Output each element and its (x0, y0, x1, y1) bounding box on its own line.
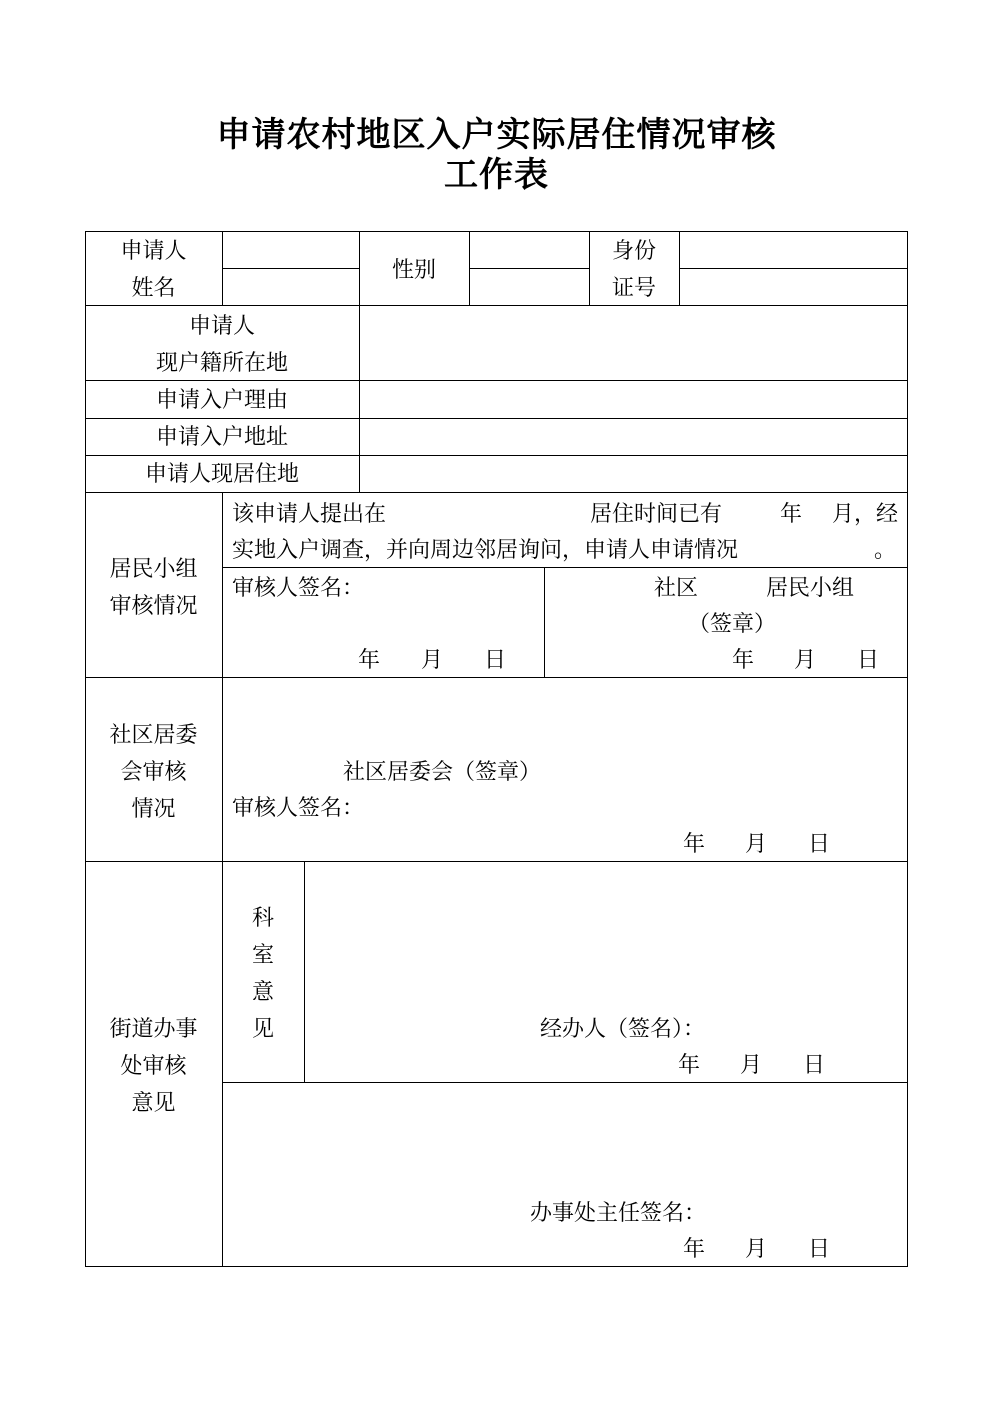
divider (544, 567, 545, 677)
label-line: 身份 (611, 239, 656, 264)
label-line: 街道办事 (109, 1017, 198, 1042)
group-reviewer-signature-field[interactable] (370, 570, 540, 606)
entry-address-field[interactable] (360, 419, 907, 455)
applicant-name-label (85, 233, 222, 307)
resident-group-label: 居民小组 (766, 576, 855, 601)
group-statement-part-a: 该申请人提出在 (232, 502, 387, 527)
group-statement-end: 。 (874, 538, 897, 563)
entry-address-label: 申请入户地址 (155, 425, 288, 450)
committee-opinion-field[interactable] (223, 678, 907, 753)
applicant-name-field-1[interactable] (223, 232, 359, 268)
table-border-right (907, 231, 908, 1267)
label-line: 姓名 (131, 276, 176, 301)
label-line: 意见 (131, 1091, 176, 1116)
group-statement-part-b: 居住时间已有 (590, 502, 723, 527)
label-line: 意 (251, 980, 274, 1005)
department-opinion-label (222, 900, 304, 1048)
group-statement-line-2: 实地入户调查，并向周边邻居询问，申请人申请情况 (232, 538, 739, 563)
current-residence-label: 申请人现居住地 (144, 462, 299, 487)
gender-field-1[interactable] (470, 232, 589, 268)
label-line: 申请人 (120, 239, 187, 264)
form-title-line-2: 工作表 (444, 155, 549, 195)
director-opinion-field[interactable] (223, 1083, 907, 1193)
group-seal-date-day: 日 (857, 648, 880, 673)
label-line: 居民小组 (109, 557, 198, 582)
group-date-month: 月 (421, 648, 444, 673)
committee-seal-label: 社区居委会（签章） (343, 760, 542, 785)
label-line: 情况 (131, 797, 176, 822)
gender-field-2[interactable] (470, 269, 589, 305)
group-review-label (85, 551, 222, 625)
form-title-line-1: 申请农村地区入户实际居住情况审核 (216, 115, 777, 155)
entry-reason-label: 申请入户理由 (155, 388, 288, 413)
committee-reviewer-signature-label: 审核人签名： (232, 796, 365, 821)
director-signature-label: 办事处主任签名： (530, 1201, 707, 1226)
committee-date-day: 日 (808, 832, 831, 857)
handler-signature-label: 经办人（签名）： (540, 1017, 706, 1042)
table-border-bottom (85, 1266, 908, 1267)
street-review-label (85, 1011, 222, 1122)
community-label: 社区 (654, 576, 699, 601)
current-residence-field[interactable] (360, 456, 907, 492)
department-opinion-field[interactable] (305, 862, 907, 1007)
label-line: 社区居委 (109, 723, 198, 748)
group-date-day: 日 (484, 648, 507, 673)
group-seal-label: （签章） (688, 612, 777, 637)
group-statement-month: 月，经 (832, 502, 899, 527)
label-line: 科 (251, 906, 274, 931)
director-date-month: 月 (745, 1237, 768, 1262)
group-seal-date-month: 月 (794, 648, 817, 673)
household-registration-field[interactable] (360, 306, 907, 380)
director-date-day: 日 (808, 1237, 831, 1262)
label-line: 处审核 (120, 1054, 187, 1079)
household-registration-label (85, 308, 359, 382)
label-line: 审核情况 (109, 594, 198, 619)
gender-label: 性别 (391, 258, 436, 283)
handler-date-year: 年 (678, 1053, 701, 1078)
handler-date-month: 月 (740, 1053, 763, 1078)
label-line: 现户籍所在地 (155, 351, 288, 376)
id-number-label (589, 233, 679, 307)
id-number-field-1[interactable] (680, 232, 907, 268)
committee-date-month: 月 (745, 832, 768, 857)
group-reviewer-signature-label: 审核人签名： (232, 576, 365, 601)
committee-date-year: 年 (683, 832, 706, 857)
label-line: 室 (251, 943, 274, 968)
label-line: 证号 (611, 276, 656, 301)
group-statement-year: 年 (780, 502, 803, 527)
label-line: 见 (251, 1017, 274, 1042)
id-number-field-2[interactable] (680, 269, 907, 305)
committee-review-label (85, 717, 222, 828)
entry-reason-field[interactable] (360, 381, 907, 418)
group-date-year: 年 (358, 648, 381, 673)
group-seal-date-year: 年 (732, 648, 755, 673)
director-date-year: 年 (683, 1237, 706, 1262)
label-line: 申请人 (188, 314, 255, 339)
label-line: 会审核 (120, 760, 187, 785)
handler-date-day: 日 (803, 1053, 826, 1078)
applicant-name-field-2[interactable] (223, 269, 359, 305)
